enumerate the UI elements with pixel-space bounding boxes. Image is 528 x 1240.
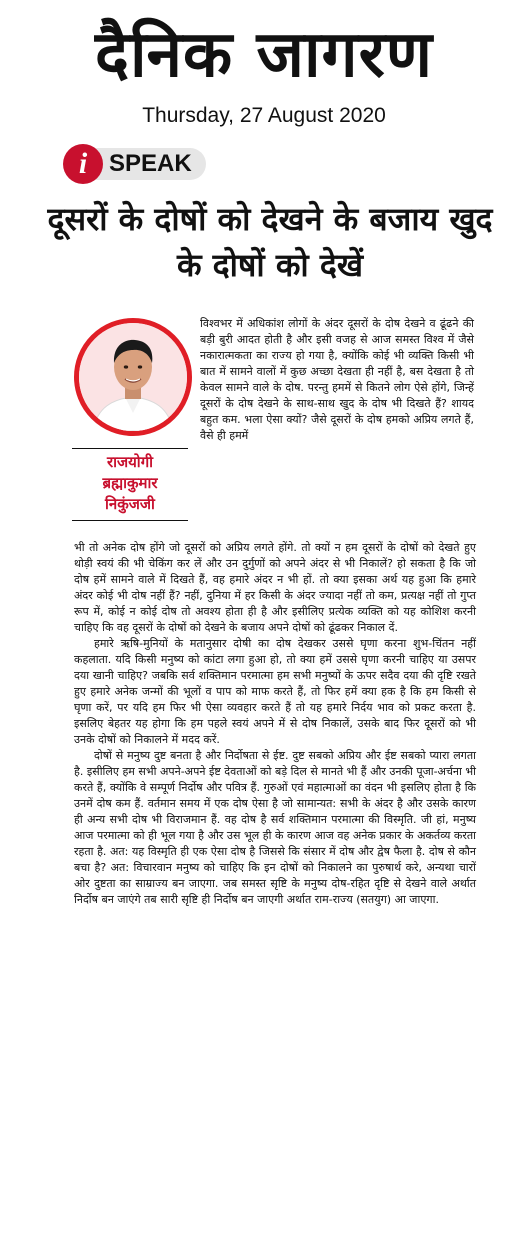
article-body: [74, 540, 476, 908]
author-portrait-illustration: [79, 323, 187, 431]
article-paragraph: भी तो अनेक दोष होंगे जो दूसरों को अप्रिय लगते होंगे. तो क्यों न हम दूसरों के दोषों को देखते हुए थोड़ी स्वयं की भी चेकिंग कर लें और उन दुर्गुणों को अपने अंदर से भी निकालें? हो सकता है कि जो दोष हमें सामने वाले में दिखते हैं, वह हमारे अंदर न भी हों. तो क्या इसका अर्थ यह हुआ कि हमारे अंदर कोई भी दोष नहीं हैं? नहीं, दुनिया में हर किसी के अंदर ज्यादा नहीं तो कम, प्रत्यक्ष नहीं तो गुप्त रूप में, कोई न कोई दोष तो अवश्य होता ही है और इसीलिए प्रत्येक व्यक्ति को यह कोशिश करनी चाहिए कि वह दूसरों के दोषों को देखने के बजाय अपने दोषों को ढूंढकर निकाल दें.: [74, 541, 476, 634]
author-title-line: ब्रह्माकुमार: [102, 474, 158, 492]
article-intro-paragraph: विश्वभर में अधिकांश लोगों के अंदर दूसरों के दोष देखने व ढूंढने की बड़ी बुरी आदत होती है और इसी वजह से आज समस्त विश्व में जैसे नकारात्मकता का राज्य हो गया है, क्योंकि कोई भी व्यक्ति किसी भी बात में सामने वालों में कुछ अच्छा देखता ही नहीं है, बस देखता है तो केवल सामने वाले के दोष. परन्तु हममें से कितने लोग ऐसे होंगे, जिन्हें दूसरों के दोष देखने के साथ-साथ खुद के दोष भी दिखते हैं? शायद बहुत कम. भला ऐसा क्यों? जैसे दूसरों के दोष हमको अप्रिय लगते हैं, वैसे ही हममें: [200, 317, 474, 442]
author-title-line: राजयोगी: [106, 453, 154, 471]
article-headline: दूसरों के दोषों को देखने के बजाय खुद के दोषों को देखें: [47, 200, 493, 284]
author-byline: [66, 452, 194, 515]
author-photo: [74, 318, 192, 436]
article-paragraph: हमारे ऋषि-मुनियों के मतानुसार दोषी का दोष देखकर उससे घृणा करना शुभ-चिंतन नहीं कहलाता. यदि किसी मनुष्य को कांटा लगा हुआ हो, तो क्या हमें उससे घृणा करनी चाहिए या उसपर दया खानी चाहिए? जबकि सर्व शक्तिमान परमात्मा हम सभी मनुष्यों के ऊपर सदैव दया की दृष्टि रखते हुए हमारे अनेक जन्मों की भूलों व पाप को माफ करते हैं, तो फिर हमें क्या हक है कि हम किसी से घृणा करें, पर यदि हम फिर भी ऐसा व्यवहार करते हैं तो यह हमारे निर्दय भाव को प्रकट करता है. इसलिए बेहतर यह होगा कि हम पहले स्वयं अपने में से दोष निकालें, उसके बाद फिर दूसरों को भी उनके दोषों को निकालने में मदद करें.: [74, 637, 476, 746]
ispeak-speak-label: SPEAK: [93, 148, 206, 180]
publication-date: Thursday, 27 August 2020: [142, 104, 386, 127]
author-name: निकुंजजी: [105, 495, 155, 513]
ispeak-i-badge: i: [63, 144, 103, 184]
byline-top-rule: [72, 448, 188, 449]
newspaper-masthead: दैनिक जागरण: [94, 18, 434, 92]
article-paragraph: दोषों से मनुष्य दुष्ट बनता है और निर्दोषता से ईष्ट. दुष्ट सबको अप्रिय और ईष्ट सबको प्यारा लगता है. इसीलिए हम सभी अपने-अपने ईष्ट देवताओं को बड़े दिल से मानते भी हैं और उनकी पूजा-अर्चना भी करते हैं, क्योंकि वे सम्पूर्ण निर्दोष और पवित्र हैं. गुरुओं एवं महात्माओं का वंदन भी इसलिए होता है कि उनमें दोष कम हैं. वर्तमान समय में एक दोष ऐसा है जो सामान्यत: सभी के अंदर है और उसके कारण ही अन्य सभी दोष भी विराजमान हैं. वह दोष है सर्व शक्तिमान परमात्मा की विस्मृति. जी हां, मनुष्य आज परमात्मा को ही भूल गया है और उस भूल ही के कारण आज वह अनेक प्रकार के अकर्तव्य करता रहता है. अत: यह विस्मृति ही एक ऐसा दोष है जिससे कि संसार में दोष और द्वेष फैला है. दोष से कौन बचा है? अत: विचारवान मनुष्य को चाहिए कि इन दोषों को निकालने का पुरुषार्थ करे, अन्यथा चारों ओर दुष्टता का साम्राज्य बन जाएगा. जब समस्त सृष्टि के मनुष्य दोष-रहित दृष्टि से देखने वाले अर्थात निर्दोष बन जाएंगे तब सारी सृष्टि ही निर्दोष बन जाएगी अर्थात राम-राज्य (सतयुग) आ जाएगा.: [74, 749, 476, 906]
byline-bottom-rule: [72, 520, 188, 521]
